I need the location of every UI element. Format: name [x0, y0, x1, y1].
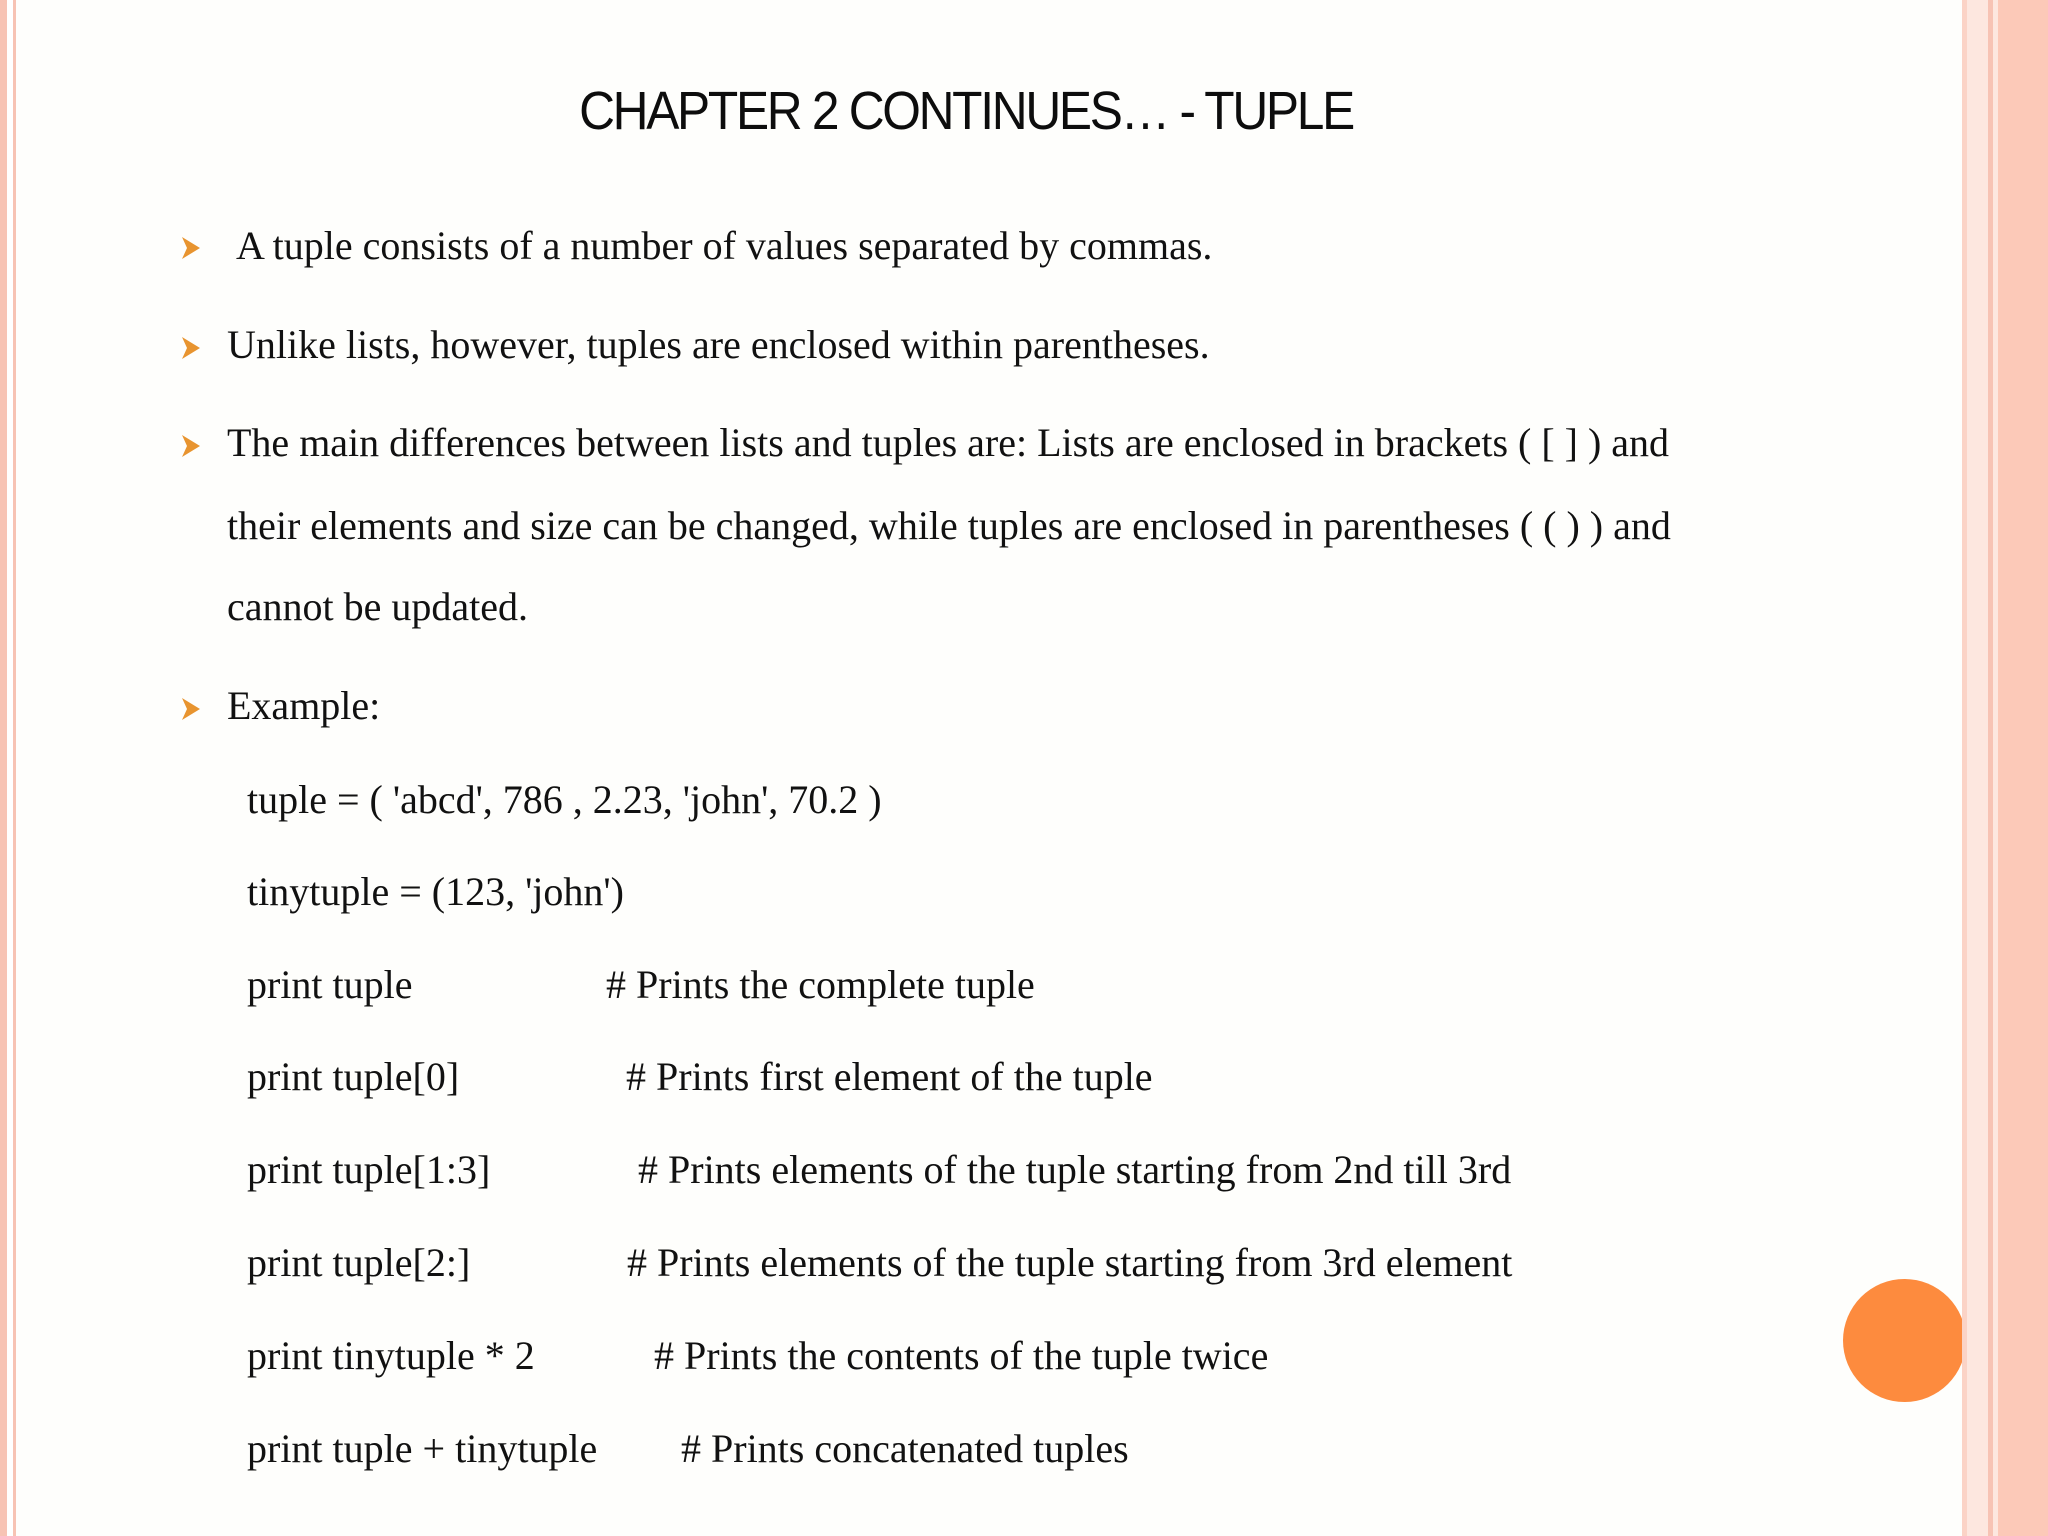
code-comment-6: # Prints elements of the tuple starting from 3rd element	[627, 1240, 1513, 1285]
left-border-line	[0, 0, 7, 1536]
right-border-band	[1998, 0, 2048, 1536]
arrow-bullet-icon	[182, 698, 200, 720]
arrow-bullet-icon	[182, 337, 200, 359]
code-line-4: print tuple[0]	[247, 1054, 460, 1099]
code-line-3: print tuple	[247, 962, 413, 1007]
right-border-stripe	[1967, 0, 1988, 1536]
code-comment-4: # Prints first element of the tuple	[626, 1054, 1153, 1099]
bullet-text-2: Unlike lists, however, tuples are enclosed within parentheses.	[227, 322, 1210, 367]
code-line-7: print tinytuple * 2	[247, 1333, 535, 1378]
code-line-1: tuple = ( 'abcd', 786 , 2.23, 'john', 70.2 )	[247, 777, 882, 822]
code-line-8: print tuple + tinytuple	[247, 1426, 598, 1471]
bullet-text-3-line-1: The main differences between lists and tuples are: Lists are enclosed in brackets ( [ ] ) and	[227, 420, 1670, 465]
code-line-6: print tuple[2:]	[247, 1240, 471, 1285]
code-line-2: tinytuple = (123, 'john')	[247, 869, 624, 914]
code-comment-5: # Prints elements of the tuple starting from 2nd till 3rd	[638, 1147, 1512, 1192]
bullet-text-3-line-2: their elements and size can be changed, while tuples are enclosed in parentheses ( ( ) ) and	[227, 503, 1671, 548]
code-comment-8: # Prints concatenated tuples	[681, 1426, 1129, 1471]
code-line-5: print tuple[1:3]	[247, 1147, 491, 1192]
code-comment-7: # Prints the contents of the tuple twice	[654, 1333, 1269, 1378]
bullet-text-3-line-3: cannot be updated.	[227, 584, 528, 629]
bullet-text-4: Example:	[227, 683, 381, 728]
slide-title: CHAPTER 2 CONTINUES… - TUPLE	[579, 81, 1353, 141]
code-comment-3: # Prints the complete tuple	[606, 962, 1035, 1007]
arrow-bullet-icon	[182, 237, 200, 259]
slide	[16, 0, 1962, 1536]
decorative-circle	[1843, 1279, 1966, 1402]
bullet-text-1: A tuple consists of a number of values separated by commas.	[236, 223, 1213, 268]
arrow-bullet-icon	[182, 435, 200, 457]
